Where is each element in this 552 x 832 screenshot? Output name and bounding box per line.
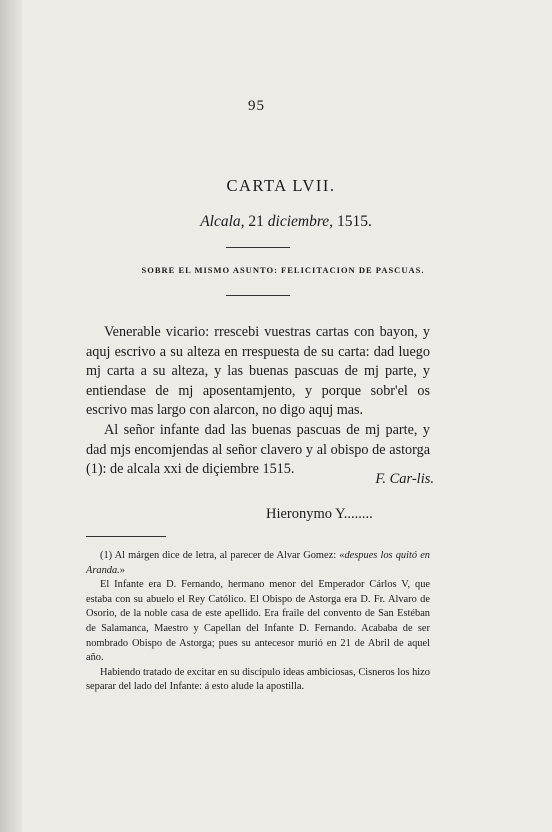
body-paragraph: Venerable vicario: rrescebi vuestras cartas con bayon, y aquj escrivo a su alteza en rrespuesta de su carta: dad luego mj carta a su alteza, y las buenas pascuas de mj parte, y entiendase de mj aposentamjento, y porque sobr'el os escrivo mas largo con alarcon, no digo aquj mas. bbox=[86, 324, 430, 419]
signature: F. Car-lis. bbox=[375, 471, 434, 487]
subject-heading: SOBRE EL MISMO ASUNTO: FELICITACION DE PASCUAS. bbox=[141, 265, 425, 275]
month: diciembre, bbox=[267, 213, 334, 230]
footnote-paragraph: Habiendo tratado de excitar en su discípulo ideas ambiciosas, Cisneros los hizo separar del lado del Infante: á esto alude la apostilla. bbox=[86, 666, 430, 693]
footnote-1-text: (1) Al márgen dice de letra, al parecer de Alvar Gomez: « bbox=[100, 550, 345, 561]
footnote-1-close: » bbox=[119, 564, 125, 576]
rule-above-subject bbox=[226, 247, 290, 248]
letter-title: CARTA LVII. bbox=[226, 176, 336, 195]
footnote-1 bbox=[86, 549, 430, 578]
footnote-1-quote: despues los quitó en Aranda. bbox=[86, 550, 431, 576]
page-gutter bbox=[0, 0, 22, 832]
footnotes bbox=[86, 549, 430, 695]
place-date-line bbox=[0, 213, 552, 231]
day: 21 bbox=[248, 213, 264, 230]
place: Alcala, bbox=[200, 213, 245, 230]
signer-name: Hieronymo Y........ bbox=[266, 506, 373, 522]
year: 1515. bbox=[336, 213, 372, 230]
body-paragraph: Al señor infante dad las buenas pascuas de mj parte, y dad mjs encomjendas al señor clavero y al obispo de astorga (1): de alcala xxi de diçiembre 1515. bbox=[86, 421, 430, 478]
rule-below-subject bbox=[226, 295, 290, 296]
letter-body bbox=[86, 323, 430, 480]
footnote-paragraph: El Infante era D. Fernando, hermano menor del Emperador Cárlos V, que estaba con su abuelo el Rey Católico. El Obispo de Astorga era D. Fr. Alvaro de Osorio, de la noble casa de este apellido. Era fraile del convento de San Estéban de Salamanca, Maestro y Capellan del Infante D. Fernando. Acababa de ser nombrado Obispo de Astorga; pues su antecesor murió en 21 de Abril de aquel año. bbox=[86, 579, 430, 664]
footnote-rule bbox=[86, 536, 166, 537]
page-number: 95 bbox=[248, 98, 265, 114]
